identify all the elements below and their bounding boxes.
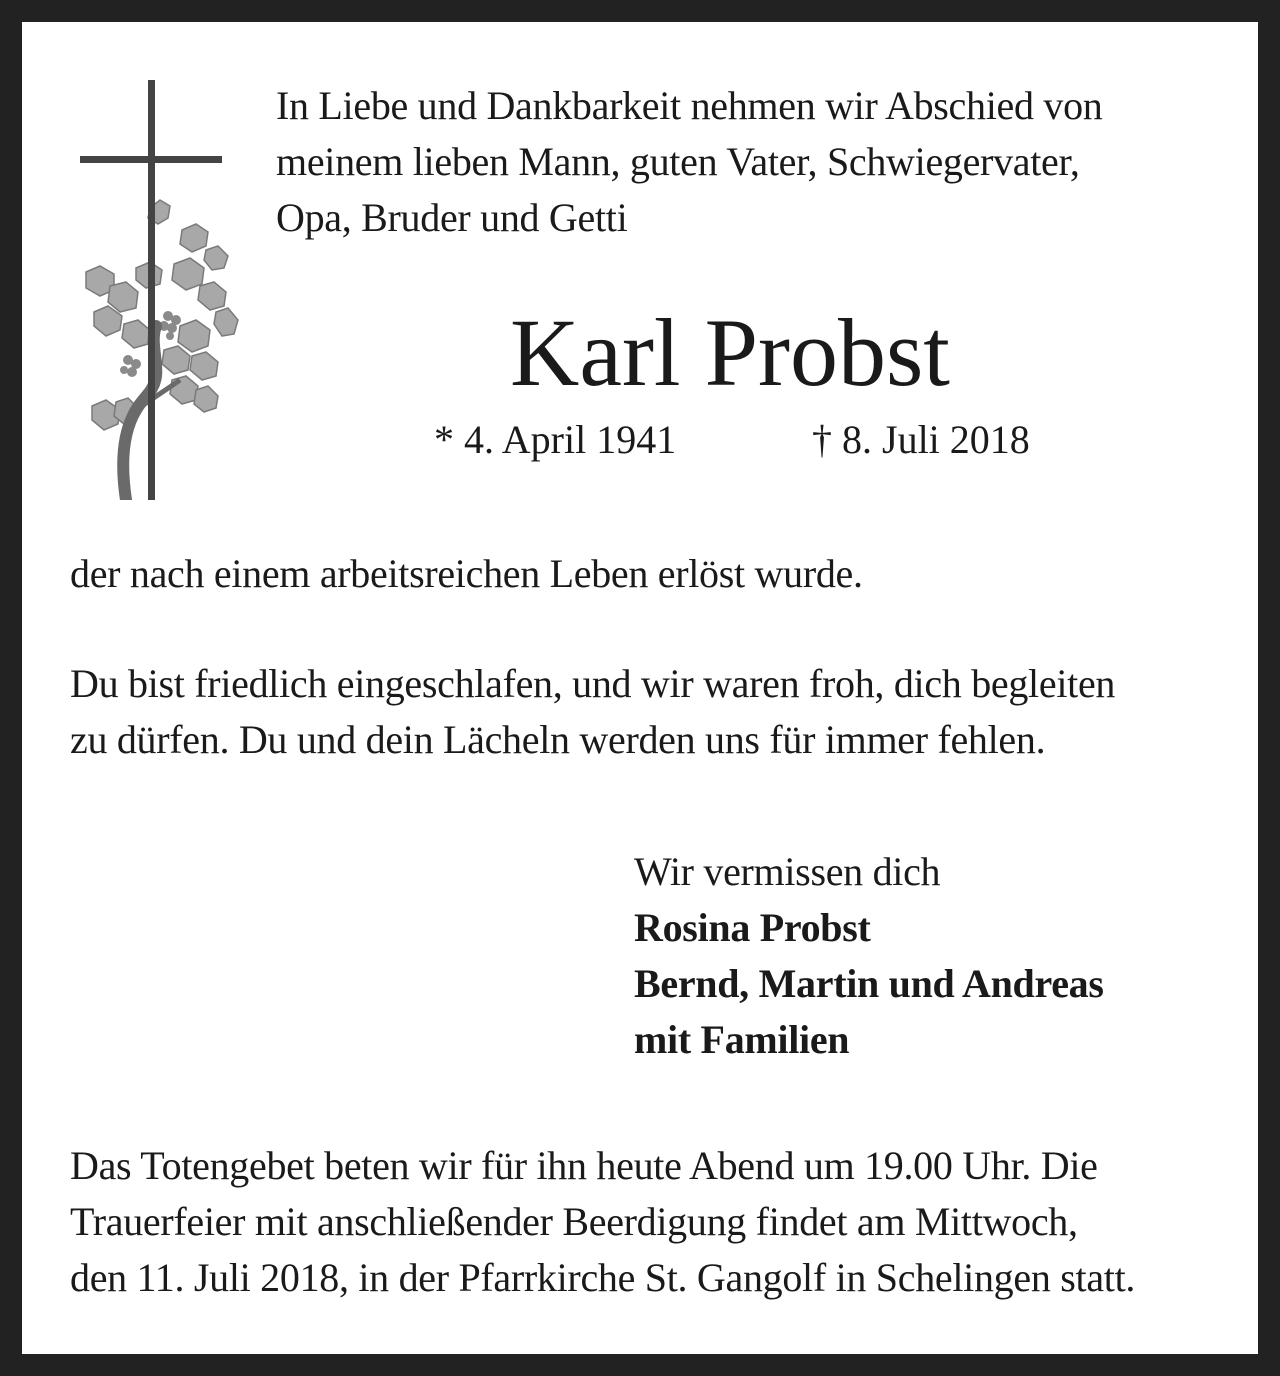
service-paragraph (70, 1138, 1230, 1306)
signature-name: Rosina Probst (634, 905, 871, 950)
farewell-line: Du bist friedlich eingeschlafen, und wir waren froh, dich begleiten (70, 661, 1116, 706)
obituary-card (22, 22, 1258, 1354)
body-line (70, 546, 1230, 602)
farewell-paragraph (70, 656, 1230, 768)
signature-intro: Wir vermissen dich (634, 849, 941, 894)
deceased-name: Karl Probst (510, 299, 950, 406)
intro-line: In Liebe und Dankbarkeit nehmen wir Abschied von (276, 83, 1103, 128)
birth-date: * 4. April 1941 (434, 417, 677, 462)
intro-text (276, 78, 1236, 246)
body-line-text: der nach einem arbeitsreichen Leben erlöst wurde. (70, 551, 863, 596)
signature-name: Bernd, Martin und Andreas (634, 961, 1104, 1006)
service-line: Das Totengebet beten wir für ihn heute Abend um 19.00 Uhr. Die (70, 1143, 1098, 1188)
farewell-line: zu dürfen. Du und dein Lächeln werden uns für immer fehlen. (70, 717, 1046, 762)
cross-with-grapevine-icon (80, 80, 242, 500)
signature-name: mit Familien (634, 1017, 850, 1062)
death-date: † 8. Juli 2018 (812, 417, 1030, 462)
intro-line: Opa, Bruder und Getti (276, 195, 628, 240)
intro-line: meinem lieben Mann, guten Vater, Schwiegervater, (276, 139, 1080, 184)
service-line: Trauerfeier mit anschließender Beerdigung findet am Mittwoch, (70, 1199, 1078, 1244)
service-line: den 11. Juli 2018, in der Pfarrkirche St. Gangolf in Schelingen statt. (70, 1255, 1136, 1300)
signature-block (634, 844, 1104, 1068)
